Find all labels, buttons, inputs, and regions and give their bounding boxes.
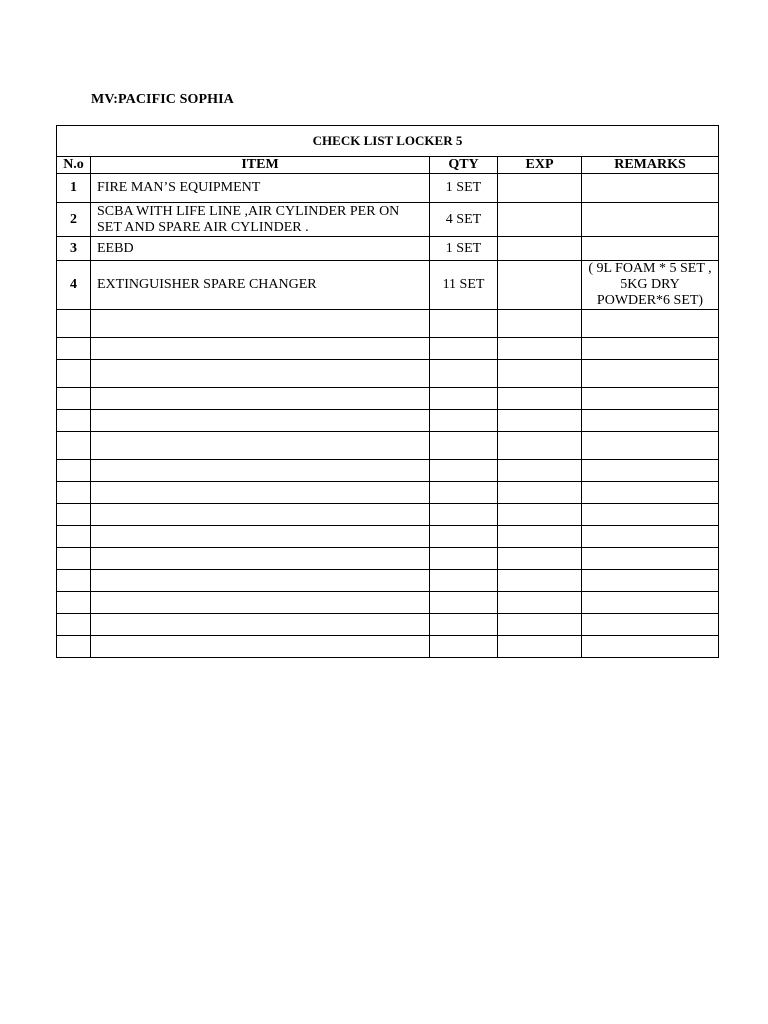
empty-cell	[498, 482, 582, 504]
row-remarks	[582, 237, 719, 261]
empty-cell	[91, 526, 430, 548]
empty-cell	[91, 388, 430, 410]
empty-cell	[582, 388, 719, 410]
empty-row	[57, 592, 719, 614]
row-qty: 4 SET	[430, 203, 498, 237]
empty-row	[57, 570, 719, 592]
empty-cell	[91, 592, 430, 614]
empty-cell	[582, 614, 719, 636]
checklist-table	[56, 125, 719, 658]
empty-row	[57, 526, 719, 548]
empty-cell	[582, 360, 719, 388]
empty-row	[57, 482, 719, 504]
empty-cell	[498, 548, 582, 570]
empty-cell	[498, 310, 582, 338]
empty-cell	[430, 388, 498, 410]
empty-cell	[430, 614, 498, 636]
row-qty: 1 SET	[430, 174, 498, 203]
empty-cell	[430, 570, 498, 592]
empty-row	[57, 614, 719, 636]
row-number: 2	[57, 203, 91, 237]
empty-cell	[430, 526, 498, 548]
empty-cell	[430, 410, 498, 432]
empty-cell	[57, 548, 91, 570]
empty-row	[57, 460, 719, 482]
empty-cell	[57, 592, 91, 614]
empty-cell	[430, 360, 498, 388]
empty-row	[57, 410, 719, 432]
empty-cell	[57, 636, 91, 658]
empty-cell	[498, 360, 582, 388]
empty-cell	[57, 526, 91, 548]
empty-cell	[498, 504, 582, 526]
empty-cell	[91, 310, 430, 338]
vessel-name: MV:PACIFIC SOPHIA	[91, 92, 234, 107]
empty-row	[57, 636, 719, 658]
empty-cell	[430, 432, 498, 460]
empty-cell	[582, 526, 719, 548]
table-row	[57, 203, 719, 237]
empty-cell	[582, 592, 719, 614]
empty-cell	[498, 338, 582, 360]
column-header-item: ITEM	[91, 157, 430, 174]
row-remarks	[582, 203, 719, 237]
empty-cell	[582, 310, 719, 338]
row-exp	[498, 237, 582, 261]
table-row	[57, 261, 719, 310]
empty-cell	[91, 548, 430, 570]
empty-cell	[582, 636, 719, 658]
empty-cell	[430, 482, 498, 504]
empty-cell	[57, 460, 91, 482]
empty-cell	[57, 432, 91, 460]
row-exp	[498, 261, 582, 310]
row-exp	[498, 203, 582, 237]
empty-cell	[498, 460, 582, 482]
empty-cell	[57, 504, 91, 526]
column-header-qty: QTY	[430, 157, 498, 174]
empty-cell	[498, 410, 582, 432]
empty-cell	[498, 570, 582, 592]
row-item: FIRE MAN’S EQUIPMENT	[91, 174, 430, 203]
empty-cell	[582, 548, 719, 570]
row-exp	[498, 174, 582, 203]
empty-cell	[498, 432, 582, 460]
empty-cell	[91, 338, 430, 360]
empty-cell	[582, 338, 719, 360]
row-qty: 11 SET	[430, 261, 498, 310]
empty-row	[57, 310, 719, 338]
empty-cell	[582, 410, 719, 432]
row-item: SCBA WITH LIFE LINE ,AIR CYLINDER PER ON SET AND SPARE AIR CYLINDER .	[91, 203, 430, 237]
empty-cell	[582, 482, 719, 504]
row-number: 3	[57, 237, 91, 261]
table-title: CHECK LIST LOCKER 5	[57, 126, 719, 157]
empty-cell	[582, 570, 719, 592]
empty-cell	[91, 482, 430, 504]
empty-cell	[582, 504, 719, 526]
row-number: 1	[57, 174, 91, 203]
empty-cell	[57, 388, 91, 410]
empty-cell	[91, 636, 430, 658]
empty-cell	[91, 614, 430, 636]
empty-row	[57, 432, 719, 460]
empty-cell	[498, 614, 582, 636]
empty-cell	[498, 526, 582, 548]
empty-row	[57, 504, 719, 526]
empty-cell	[57, 482, 91, 504]
empty-cell	[57, 614, 91, 636]
empty-cell	[430, 636, 498, 658]
empty-cell	[91, 570, 430, 592]
empty-cell	[57, 310, 91, 338]
empty-row	[57, 360, 719, 388]
empty-cell	[57, 570, 91, 592]
table-header-row	[57, 157, 719, 174]
table-row	[57, 174, 719, 203]
empty-cell	[91, 504, 430, 526]
empty-cell	[430, 592, 498, 614]
empty-cell	[430, 338, 498, 360]
column-header-no: N.o	[57, 157, 91, 174]
empty-cell	[498, 388, 582, 410]
empty-cell	[91, 360, 430, 388]
empty-cell	[91, 432, 430, 460]
empty-row	[57, 338, 719, 360]
empty-cell	[430, 310, 498, 338]
row-remarks	[582, 174, 719, 203]
table-title-row	[57, 126, 719, 157]
column-header-remarks: REMARKS	[582, 157, 719, 174]
empty-cell	[430, 460, 498, 482]
empty-cell	[91, 460, 430, 482]
empty-cell	[57, 360, 91, 388]
column-header-exp: EXP	[498, 157, 582, 174]
empty-cell	[498, 592, 582, 614]
row-item: EEBD	[91, 237, 430, 261]
empty-cell	[430, 504, 498, 526]
empty-cell	[91, 410, 430, 432]
empty-cell	[498, 636, 582, 658]
empty-row	[57, 548, 719, 570]
row-item: EXTINGUISHER SPARE CHANGER	[91, 261, 430, 310]
empty-cell	[57, 410, 91, 432]
table-row	[57, 237, 719, 261]
empty-row	[57, 388, 719, 410]
row-number: 4	[57, 261, 91, 310]
row-qty: 1 SET	[430, 237, 498, 261]
empty-cell	[582, 432, 719, 460]
empty-cell	[57, 338, 91, 360]
empty-cell	[582, 460, 719, 482]
empty-cell	[430, 548, 498, 570]
row-remarks: ( 9L FOAM * 5 SET , 5KG DRY POWDER*6 SET)	[582, 261, 719, 310]
